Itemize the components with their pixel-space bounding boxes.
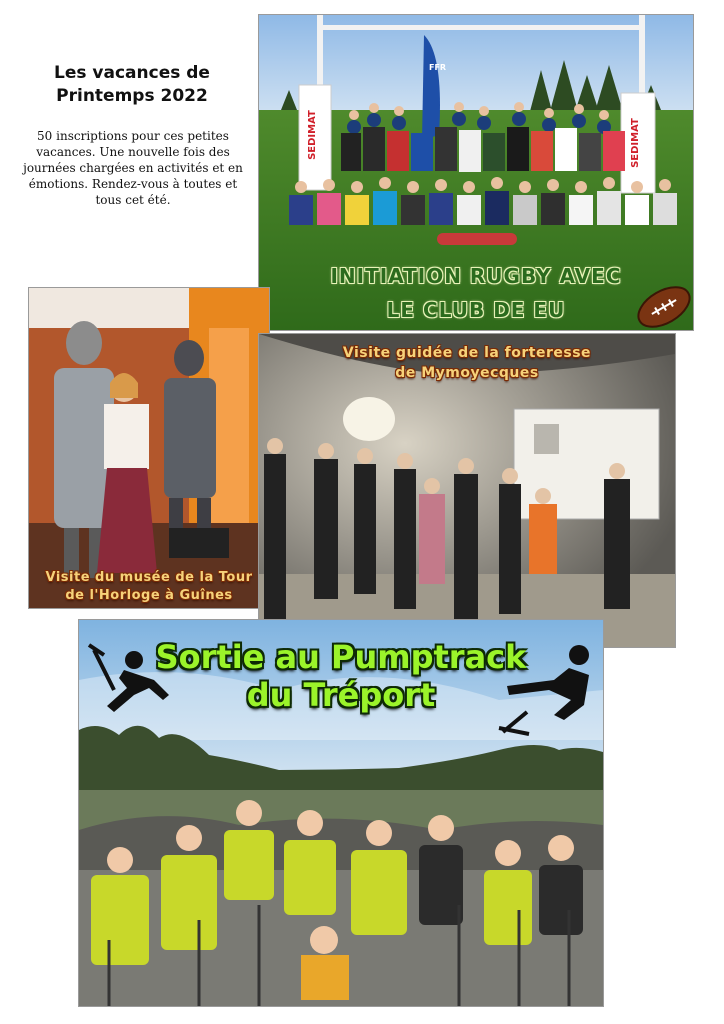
photo-musee: [28, 287, 270, 609]
intro-paragraph: 50 inscriptions pour ces petites vacances. Une nouvelle fois des journées chargées en activités et en émotions. Rendez-vous à toutes et tous cet été.: [23, 129, 243, 207]
pumptrack-caption-line1: Sortie au Pumptrack: [155, 638, 527, 676]
sponsor-banner-left: SEDIMAT: [307, 110, 318, 160]
page-title: Les vacances de Printemps 2022: [54, 63, 210, 106]
pumptrack-caption-line2: du Tréport: [246, 676, 436, 714]
musee-photo-scene: [29, 288, 269, 608]
forteresse-caption-line2: de Mymoyecques: [395, 365, 539, 381]
photo-pumptrack: [78, 619, 604, 1007]
forteresse-caption-line1: Visite guidée de la forteresse: [342, 345, 592, 361]
photo-forteresse: [258, 333, 676, 648]
flag-label: FFR: [429, 63, 447, 72]
sponsor-banner-right: SEDIMAT: [630, 118, 641, 168]
rugby-caption-line2: LE CLUB DE EU: [386, 298, 566, 322]
photo-rugby: [258, 14, 694, 331]
musee-caption-line1: Visite du musée de la Tour: [45, 570, 253, 585]
musee-caption-line2: de l'Horloge à Guînes: [65, 588, 233, 603]
rugby-caption-line1: INITIATION RUGBY AVEC: [330, 264, 622, 288]
